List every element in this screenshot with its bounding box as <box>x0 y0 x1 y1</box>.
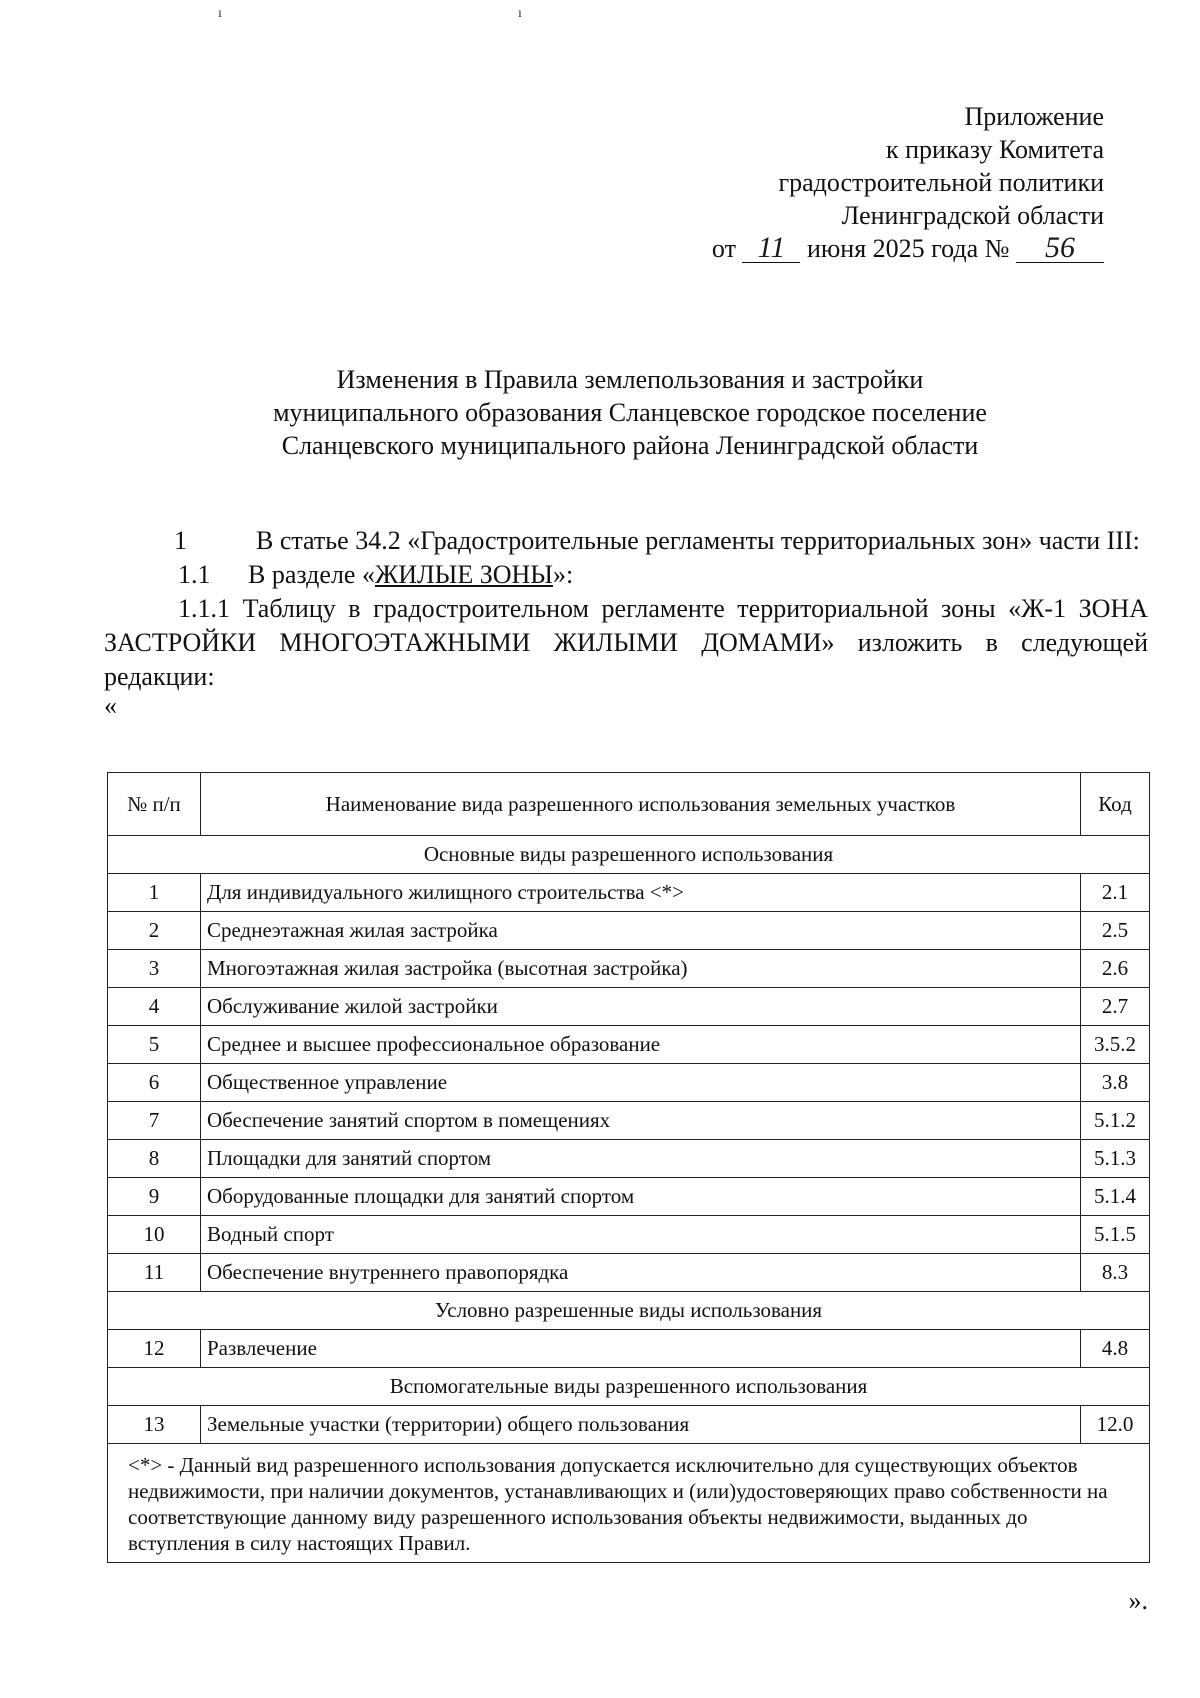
row-name: Обслуживание жилой застройки <box>201 988 1081 1026</box>
group-auxiliary-row <box>108 1368 1150 1406</box>
row-code: 2.6 <box>1081 950 1150 988</box>
title-line-1: Изменения в Правила землепользования и застройки <box>336 365 924 394</box>
table-row <box>108 988 1150 1026</box>
row-num: 11 <box>108 1254 201 1292</box>
row-name: Площадки для занятий спортом <box>201 1140 1081 1178</box>
paragraph-1-1-prefix: В разделе « <box>248 560 375 589</box>
header-code: Код <box>1081 773 1150 836</box>
row-num: 8 <box>108 1140 201 1178</box>
table-row <box>108 1330 1150 1368</box>
row-name: Земельные участки (территории) общего пользования <box>201 1406 1081 1444</box>
row-name: Для индивидуального жилищного строительства <*> <box>201 874 1081 912</box>
group-auxiliary-label: Вспомогательные виды разрешенного использования <box>108 1368 1150 1406</box>
table-row <box>108 1102 1150 1140</box>
table-row <box>108 874 1150 912</box>
row-code: 3.5.2 <box>1081 1026 1150 1064</box>
table-row <box>108 1178 1150 1216</box>
row-code: 2.5 <box>1081 912 1150 950</box>
paragraph-1-1-1: 1.1.1 Таблицу в градостроительном регламенте территориальной зоны «Ж-1 ЗОНА ЗАСТРОЙКИ МНОГОЭТАЖНЫМИ ЖИЛЫМИ ДОМАМИ» изложить в следующей редакции: <box>104 594 1148 691</box>
footnote-row <box>108 1444 1150 1563</box>
header-line-committee: градостроительной политики <box>778 168 1104 197</box>
scan-mark-right: ı <box>518 6 522 21</box>
row-num: 5 <box>108 1026 201 1064</box>
table-row <box>108 912 1150 950</box>
regulation-table <box>107 772 1150 1563</box>
row-num: 12 <box>108 1330 201 1368</box>
opening-quote: « <box>104 691 117 720</box>
table-row <box>108 1216 1150 1254</box>
row-num: 10 <box>108 1216 201 1254</box>
row-code: 5.1.2 <box>1081 1102 1150 1140</box>
table-header-row <box>108 773 1150 836</box>
paragraph-1-1-suffix: »: <box>552 560 574 589</box>
table-row <box>108 950 1150 988</box>
row-name: Развлечение <box>201 1330 1081 1368</box>
header-date-line <box>712 232 1104 265</box>
table-row <box>108 1406 1150 1444</box>
row-num: 1 <box>108 874 201 912</box>
header-line-appendix: Приложение <box>964 102 1104 131</box>
title-line-2: муниципального образования Сланцевское городское поселение <box>273 398 987 427</box>
row-num: 3 <box>108 950 201 988</box>
row-name: Многоэтажная жилая застройка (высотная застройка) <box>201 950 1081 988</box>
header-num: № п/п <box>108 773 201 836</box>
row-name: Оборудованные площадки для занятий спортом <box>201 1178 1081 1216</box>
document-body <box>104 524 1148 718</box>
group-main-label: Основные виды разрешенного использования <box>108 836 1150 874</box>
row-code: 4.8 <box>1081 1330 1150 1368</box>
row-code: 8.3 <box>1081 1254 1150 1292</box>
row-name: Обеспечение занятий спортом в помещениях <box>201 1102 1081 1140</box>
title-line-3: Сланцевского муниципального района Ленинградской области <box>281 431 979 460</box>
paragraph-1 <box>104 524 1148 558</box>
paragraph-1-1 <box>104 558 1148 592</box>
row-code: 2.7 <box>1081 988 1150 1026</box>
closing-quote: ». <box>1128 1586 1148 1615</box>
row-name: Обеспечение внутреннего правопорядка <box>201 1254 1081 1292</box>
row-name: Водный спорт <box>201 1216 1081 1254</box>
appendix-header <box>712 100 1104 265</box>
table-row <box>108 1064 1150 1102</box>
row-num: 4 <box>108 988 201 1026</box>
document-title <box>90 363 1170 462</box>
handwritten-order-number: 56 <box>1016 234 1104 263</box>
date-prefix: от <box>711 234 736 263</box>
table-row <box>108 1026 1150 1064</box>
row-code: 12.0 <box>1081 1406 1150 1444</box>
paragraph-1-number: 1 <box>174 526 187 555</box>
row-name: Среднее и высшее профессиональное образование <box>201 1026 1081 1064</box>
row-name: Среднеэтажная жилая застройка <box>201 912 1081 950</box>
paragraph-1-text: В статье 34.2 «Градостроительные регламенты территориальных зон» части III: <box>256 526 1140 555</box>
row-num: 9 <box>108 1178 201 1216</box>
paragraph-1-1-number: 1.1 <box>178 560 211 589</box>
row-code: 3.8 <box>1081 1064 1150 1102</box>
row-num: 13 <box>108 1406 201 1444</box>
row-name: Общественное управление <box>201 1064 1081 1102</box>
group-conditional-row <box>108 1292 1150 1330</box>
handwritten-day: 11 <box>742 234 800 263</box>
footnote-text: <*> - Данный вид разрешенного использования допускается исключительно для существующих объектов недвижимости, при наличии документов, устанавливающих и (или)удостоверяющих право собственности на соответствующие данному виду разрешенного использования объекты недвижимости, выданных до вступления в силу настоящих Правил. <box>108 1444 1150 1563</box>
date-middle: июня 2025 года № <box>806 234 1010 263</box>
row-code: 5.1.4 <box>1081 1178 1150 1216</box>
row-num: 6 <box>108 1064 201 1102</box>
section-name: ЖИЛЫЕ ЗОНЫ <box>374 560 553 589</box>
group-conditional-label: Условно разрешенные виды использования <box>108 1292 1150 1330</box>
row-num: 7 <box>108 1102 201 1140</box>
table-row <box>108 1254 1150 1292</box>
group-main-row <box>108 836 1150 874</box>
scan-mark-left: ı <box>218 6 222 21</box>
header-line-order: к приказу Комитета <box>885 135 1104 164</box>
row-code: 5.1.3 <box>1081 1140 1150 1178</box>
row-code: 2.1 <box>1081 874 1150 912</box>
row-num: 2 <box>108 912 201 950</box>
table-row <box>108 1140 1150 1178</box>
row-code: 5.1.5 <box>1081 1216 1150 1254</box>
header-line-region: Ленинградской области <box>841 201 1104 230</box>
header-name: Наименование вида разрешенного использования земельных участков <box>201 773 1081 836</box>
